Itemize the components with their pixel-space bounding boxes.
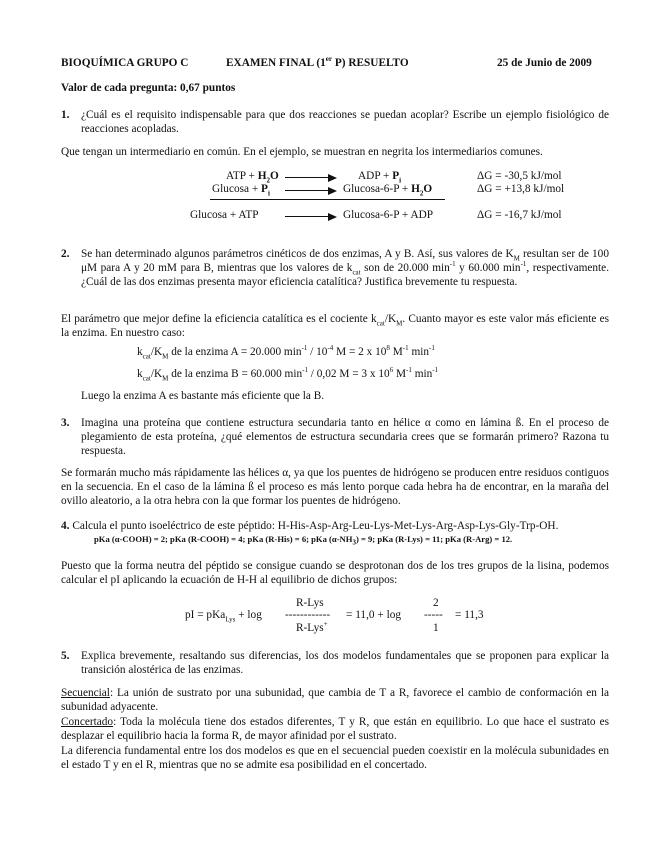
points-note: Valor de cada pregunta: 0,67 puntos xyxy=(61,82,236,94)
answer-1: Que tengan un intermediario en común. En el ejemplo, se muestran en negrita los intermediarios comunes. xyxy=(61,146,543,158)
eq-middle: = 11,0 + log xyxy=(346,609,402,621)
reaction-3-dg: ΔG = -16,7 kJ/mol xyxy=(477,209,562,221)
models-difference: La diferencia fundamental entre los dos modelos es que en el secuencial pueden coexistir en la molécula subunidades en el estado T y en el R, mientras que no se admite esa posibilidad en el concertado. xyxy=(61,745,609,771)
equation-enzyme-b: $k_{cat}/K_M$ de la enzima B = 60.000 $\min^{-1} / 0,02$ M = 3 x $10^6$ $M^{-1}$ $\min^{-1}$ xyxy=(137,366,439,383)
eq-fraction-bar-2: ----- xyxy=(424,609,443,621)
eq-numerator-2: 2 xyxy=(433,597,439,609)
reaction-arrow xyxy=(285,177,335,178)
question-3: Imagina una proteína que contiene estructura secundaria tanto en hélice α como en lámina ß. En el proceso de plegamiento de esta proteína, ¿qué elementos de estructura secundaria crees que se formarán primero? Razona tu respuesta. xyxy=(81,417,609,457)
question-1: ¿Cuál es el requisito indispensable para que dos reacciones se puedan acoplar? Escribe un ejemplo fisiológico de reacciones acopladas. xyxy=(81,109,609,135)
model-concerted: Concertado: Toda la molécula tiene dos estados diferentes, T y R, que están en equilibrio. Lo que hace el sustrato es desplazar el equilibrio hacia la forma R, de mayor afinidad por el sustrato. xyxy=(61,716,609,742)
question-number: 1. xyxy=(61,109,70,121)
eq-result: = 11,3 xyxy=(455,609,484,621)
question-2: Se han determinado algunos parámetros cinéticos de dos enzimas, A y B. Así, sus valores de $K_M$ resultan ser de 100 μM para A y 20 mM para B, mientras que los valores de $k_{cat}$ son de 20.000 $\min^{-1} y$ 60.000 $\min^{-1}$, respectivamente. ¿Cuál de las dos enzimas presenta mayor eficiencia catalítica? Justifica brevemente tu respuesta. xyxy=(81,248,610,288)
answer-3: Se formarán mucho más rápidamente las hélices α, ya que los puentes de hidrógeno se producen entre residuos contiguos en la secuencia. En el caso de la lámina ß el proceso es más lento porque cada hebra ha de encontrar, en la maraña del ovillo aleatorio, a la otra hebra con la que formar los puentes de hidrógeno. xyxy=(61,467,609,507)
eq-denominator: R-Lys+ xyxy=(296,620,328,634)
reaction-1-left: ATP + $H_2O$ xyxy=(226,170,279,185)
question-5: Explica brevemente, resaltando sus diferencias, los dos modelos fundamentales que se proponen para explicar la transición alostérica de las enzimas. xyxy=(81,650,609,676)
reaction-1-dg: ΔG = -30,5 kJ/mol xyxy=(477,170,562,182)
eq-fraction-bar: ------------ xyxy=(285,609,331,621)
conclusion-2: Luego la enzima A es bastante más eficiente que la B. xyxy=(81,390,325,402)
pka-values: pKa (α-COOH) = 2; pKa (R-COOH) = 4; pKa (R-His) = 6; pKa $(\alpha-NH_3) = 9$; pKa (R-Lys) = 11; pKa (R-Arg) = 12. xyxy=(94,534,513,547)
equation-enzyme-a: $k_{cat}/K_M$ de la enzima A = 20.000 $\min^{-1} / 10^{-4}$ M = 2 x $10^8$ $M^{-1}$ $\min^{-1}$ xyxy=(137,344,435,361)
exam-title: EXAMEN FINAL (1er P) RESUELTO xyxy=(226,55,409,69)
answer-4: Puesto que la forma neutra del péptido se consigue cuando se desprotonan dos de los tres grupos de la lisina, podemos calcular el pI aplicando la ecuación de H-H al equilibrio de dichos grupos: xyxy=(61,560,609,586)
question-number: 5. xyxy=(61,650,70,662)
reaction-3-left: Glucosa + ATP xyxy=(190,209,259,221)
answer-2: El parámetro que mejor define la eficiencia catalítica es el cociente $k_{cat}/K_M$. Cuanto mayor es este valor más eficiente es la enzima. En nuestro caso: xyxy=(61,313,609,339)
sum-line xyxy=(210,199,445,200)
exam-date: 25 de Junio de 2009 xyxy=(497,57,592,69)
reaction-1-right: ADP + $P_i$ xyxy=(358,170,402,185)
question-number: 3. xyxy=(61,417,70,429)
eq-numerator: R-Lys xyxy=(296,597,324,609)
model-sequential: Secuencial: La unión de sustrato por una subunidad, que cambia de T a R, favorece el cambio de conformación en la subunidad adyacente. xyxy=(61,687,609,713)
reaction-3-right: Glucosa-6-P + ADP xyxy=(343,209,434,221)
course-title: BIOQUÍMICA GRUPO C xyxy=(61,57,189,69)
eq-pka: pI = pKa$_{Lys}$ + log xyxy=(185,609,262,624)
question-4: 4. Calcula el punto isoeléctrico de este péptido: H-His-Asp-Arg-Leu-Lys-Met-Lys-Arg-Asp-Lys-Gly-Trp-OH. xyxy=(61,520,559,532)
reaction-2-left: $Glucosa + P_i$ xyxy=(212,183,270,198)
reaction-2-dg: ΔG = +13,8 kJ/mol xyxy=(477,183,565,195)
reaction-2-right: $Glucosa-6-P + H_2O$ xyxy=(343,183,433,198)
question-number: 2. xyxy=(61,248,70,260)
eq-denominator-2: 1 xyxy=(433,622,439,634)
reaction-arrow xyxy=(285,216,335,217)
reaction-arrow xyxy=(285,190,335,191)
